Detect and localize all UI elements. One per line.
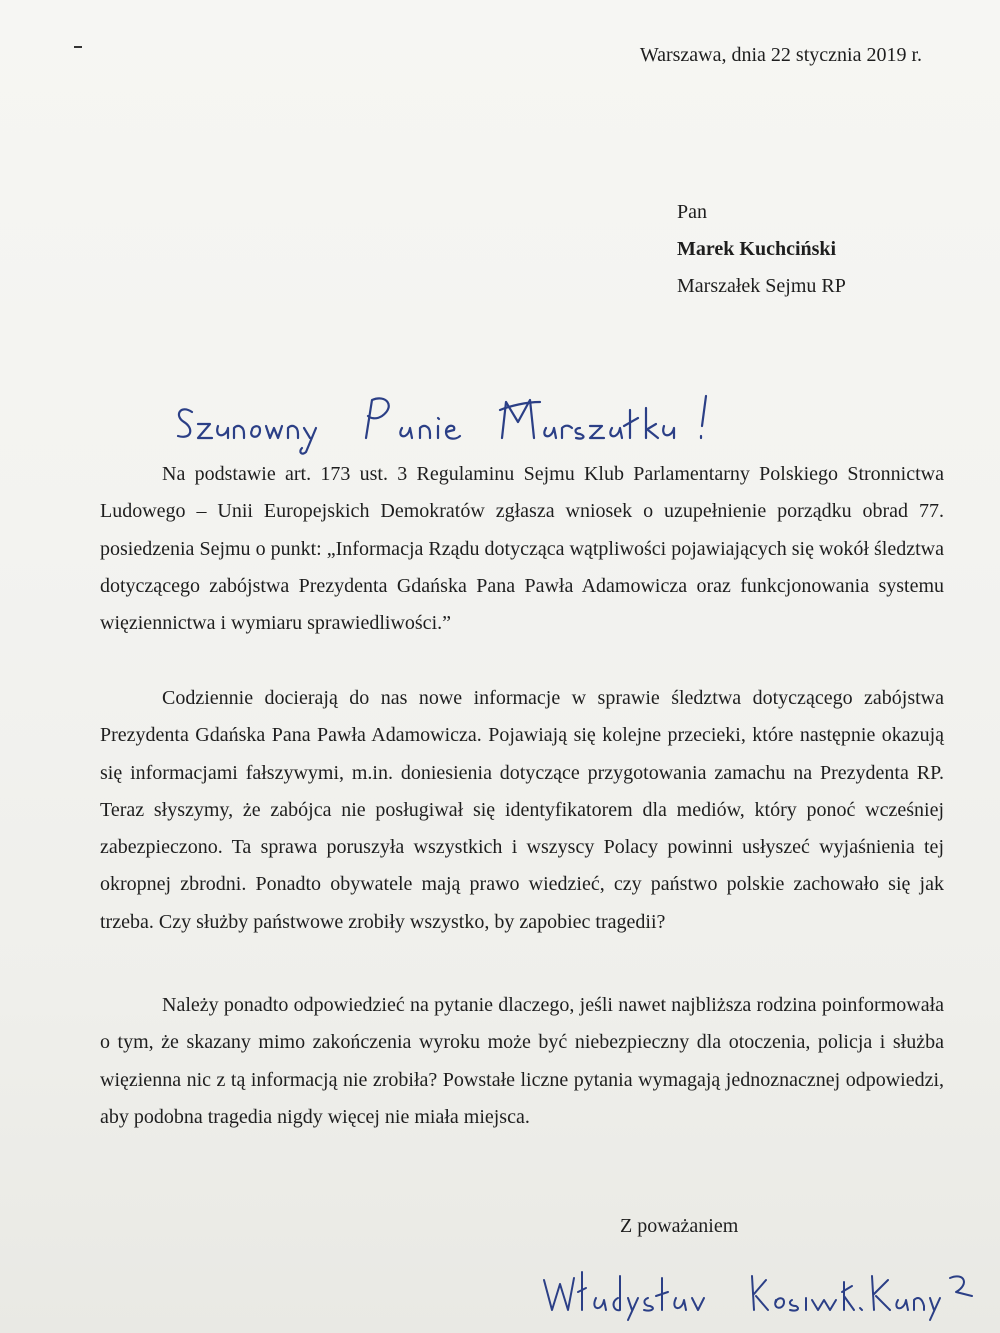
paragraph-text: Na podstawie art. 173 ust. 3 Regulaminu Sejmu Klub Parlamentarny Polskiego Stronnictwa Ludowego – Unii Europejskich Demokratów zgłasza wniosek o uzupełnienie porządku obrad 77. posiedzenia Sejmu o punkt: „Informacja Rządu dotycząca wątpliwości pojawiających się wokół śledztwa dotyczącego zabójstwa Prezydenta Gdańska Pana Pawła Adamowicza oraz funkcjonowania systemu więziennictwa i wymiaru sprawiedliwości.” [100,463,944,635]
addressee-name: Marek Kuchciński [677,238,837,260]
addressee-block [677,194,846,305]
body-paragraph-2 [100,680,944,941]
handwritten-salutation [170,390,730,460]
closing-line: Z poważaniem [620,1215,739,1237]
body-paragraph-3 [100,987,944,1136]
addressee-position: Marszałek Sejmu RP [677,275,846,297]
page-mark [74,46,82,48]
handwritten-signature [540,1262,980,1322]
paragraph-text: Codziennie docierają do nas nowe informacje w sprawie śledztwa dotyczącego zabójstwa Prezydenta Gdańska Pana Pawła Adamowicza. Pojawiają się kolejne przecieki, które następnie okazują się informacjami fałszywymi, m.in. doniesienia dotyczące przygotowania zamachu na Prezydenta RP. Teraz słyszymy, że zabójca nie posługiwał się identyfikatorem dla mediów, który ponoć wcześniej zabezpieczono. Ta sprawa poruszyła wszystkich i wszyscy Polacy powinni usłyszeć wyjaśnienia tej okropnej zbrodni. Ponadto obywatele mają prawo wiedzieć, czy państwo polskie zachowało się jak trzeba. Czy służby państwowe zrobiły wszystko, by zapobiec tragedii? [100,687,944,933]
paragraph-text: Należy ponadto odpowiedzieć na pytanie dlaczego, jeśli nawet najbliższa rodzina poinformowała o tym, że skazany mimo zakończenia wyroku może być niebezpieczny dla otoczenia, policja i służba więzienna nic z tą informacją nie zrobiła? Powstałe liczne pytania wymagają jednoznacznej odpowiedzi, aby podobna tragedia nigdy więcej nie miała miejsca. [100,994,944,1128]
date-line: Warszawa, dnia 22 stycznia 2019 r. [639,44,922,66]
body-paragraph-1 [100,456,944,642]
addressee-title: Pan [677,201,707,223]
